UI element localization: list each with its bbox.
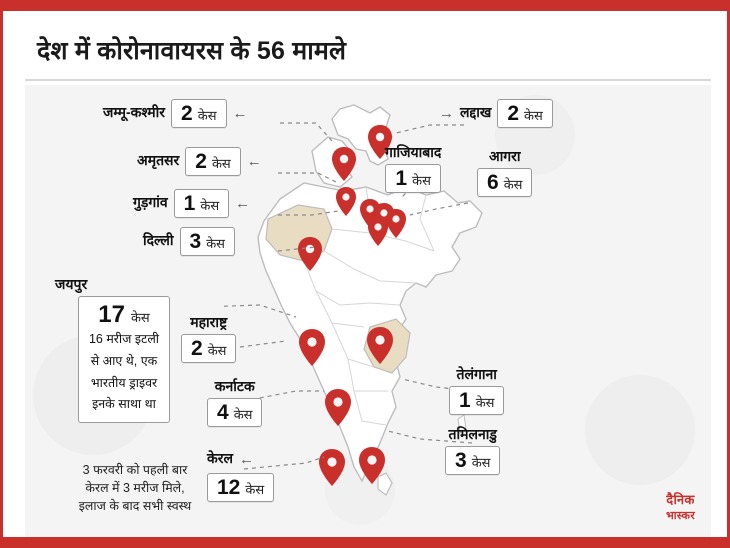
callout-telangana xyxy=(449,365,504,415)
callout-count: 2 xyxy=(195,150,207,173)
callout-count-box xyxy=(477,168,532,197)
callout-place-label: तेलंगाना xyxy=(456,366,497,382)
callout-note-line: 16 मरीज इटली xyxy=(88,332,160,346)
arrow-right-icon: → xyxy=(439,105,454,122)
callout-unit: केस xyxy=(503,177,523,192)
callout-place-label: गाजियाबाद xyxy=(385,144,442,160)
arrow-left-icon: ← xyxy=(232,105,248,122)
callout-count-box xyxy=(445,446,500,475)
callout-delhi xyxy=(143,227,235,256)
decorative-virus-icon xyxy=(585,375,695,485)
map-pin xyxy=(319,449,345,486)
map-stage xyxy=(25,85,711,537)
callout-unit: केस xyxy=(524,108,543,123)
callout-count: 2 xyxy=(507,102,520,125)
callout-count-box xyxy=(181,334,236,363)
callout-karnataka xyxy=(207,377,262,427)
callout-count-box xyxy=(497,99,552,128)
callout-amritsar xyxy=(137,147,262,176)
callout-ghaziabad xyxy=(385,143,441,193)
callout-maharashtra xyxy=(181,313,236,363)
arrow-left-icon: ← xyxy=(235,195,251,212)
callout-tamilnadu xyxy=(445,425,500,475)
callout-place-label: महाराष्ट्र xyxy=(190,314,228,330)
callout-place-label: केरल xyxy=(207,450,233,466)
callout-count-box xyxy=(449,386,504,415)
callout-unit: केस xyxy=(197,108,217,123)
callout-unit: केस xyxy=(475,395,495,410)
brand-logo xyxy=(666,490,695,523)
top-accent-bar xyxy=(3,3,727,11)
callout-place-label: लद्दाख xyxy=(460,104,492,120)
callout-count: 2 xyxy=(181,102,193,125)
arrow-right-icon: ← xyxy=(238,451,254,468)
callout-count-box xyxy=(171,99,226,128)
callout-unit: केस xyxy=(130,310,150,325)
arrow-left-icon: ← xyxy=(246,153,262,170)
callout-count: 1 xyxy=(395,167,408,190)
brand-line-1: दैनिक xyxy=(666,492,695,507)
callout-unit: केस xyxy=(412,173,431,188)
page-title: देश में कोरोनावायरस के 56 मामले xyxy=(37,37,347,65)
callout-place-label: अमृतसर xyxy=(137,152,180,168)
callout-count: 3 xyxy=(455,449,467,472)
callout-place-label: जम्मू-कश्मीर xyxy=(103,104,166,120)
footnote-line: 3 फरवरी को पहली बार xyxy=(82,463,188,477)
footnote-line: इलाज के बाद सभी स्वस्थ xyxy=(78,499,192,514)
callout-place-label: दिल्ली xyxy=(143,232,174,248)
callout-count-box xyxy=(185,147,240,176)
callout-count-box xyxy=(174,189,229,218)
footnote-line: केरल में 3 मरीज मिले, xyxy=(85,481,185,496)
callout-jammu-kashmir xyxy=(103,99,248,128)
callout-count: 1 xyxy=(183,192,196,215)
callout-count: 3 xyxy=(189,230,202,253)
callout-count: 6 xyxy=(487,171,499,194)
callout-count-box xyxy=(207,398,262,427)
callout-count: 1 xyxy=(459,389,471,412)
callout-count-box xyxy=(78,296,170,423)
callout-count: 12 xyxy=(217,476,241,499)
callout-count: 17 xyxy=(98,301,125,328)
bottom-accent-bar xyxy=(3,537,727,545)
callout-note-line: भारतीय ड्राइवर xyxy=(90,375,158,390)
callout-count: 4 xyxy=(217,401,229,424)
callout-unit: केस xyxy=(206,236,225,251)
callout-unit: केस xyxy=(233,407,253,422)
callout-count-box xyxy=(180,227,235,256)
callout-count-box xyxy=(385,164,440,193)
map-region-island xyxy=(378,473,392,495)
callout-unit: केस xyxy=(207,343,227,358)
callout-place-label: आगरा xyxy=(488,148,521,164)
callout-gurgaon xyxy=(133,189,250,218)
callout-place-label: तमिलनाडु xyxy=(448,426,497,442)
callout-jaipur xyxy=(49,275,199,423)
callout-note-line: इनके साथा था xyxy=(92,397,156,412)
callout-place-label: कर्नाटक xyxy=(214,378,255,394)
callout-agra xyxy=(477,147,532,197)
callout-unit: केस xyxy=(211,156,231,171)
callout-unit: केस xyxy=(200,198,220,213)
title-divider xyxy=(25,79,711,81)
callout-unit: केस xyxy=(245,482,265,497)
kerala-footnote xyxy=(35,461,235,515)
brand-line-2: भास्कर xyxy=(665,510,695,522)
callout-note-line: से आए थे, एक xyxy=(90,353,158,368)
callout-place-label: जयपुर xyxy=(55,276,88,292)
callout-place-label: गुड़गांव xyxy=(133,194,168,210)
callout-ladakh xyxy=(439,99,553,128)
callout-count: 2 xyxy=(191,337,203,360)
callout-unit: केस xyxy=(471,455,491,470)
